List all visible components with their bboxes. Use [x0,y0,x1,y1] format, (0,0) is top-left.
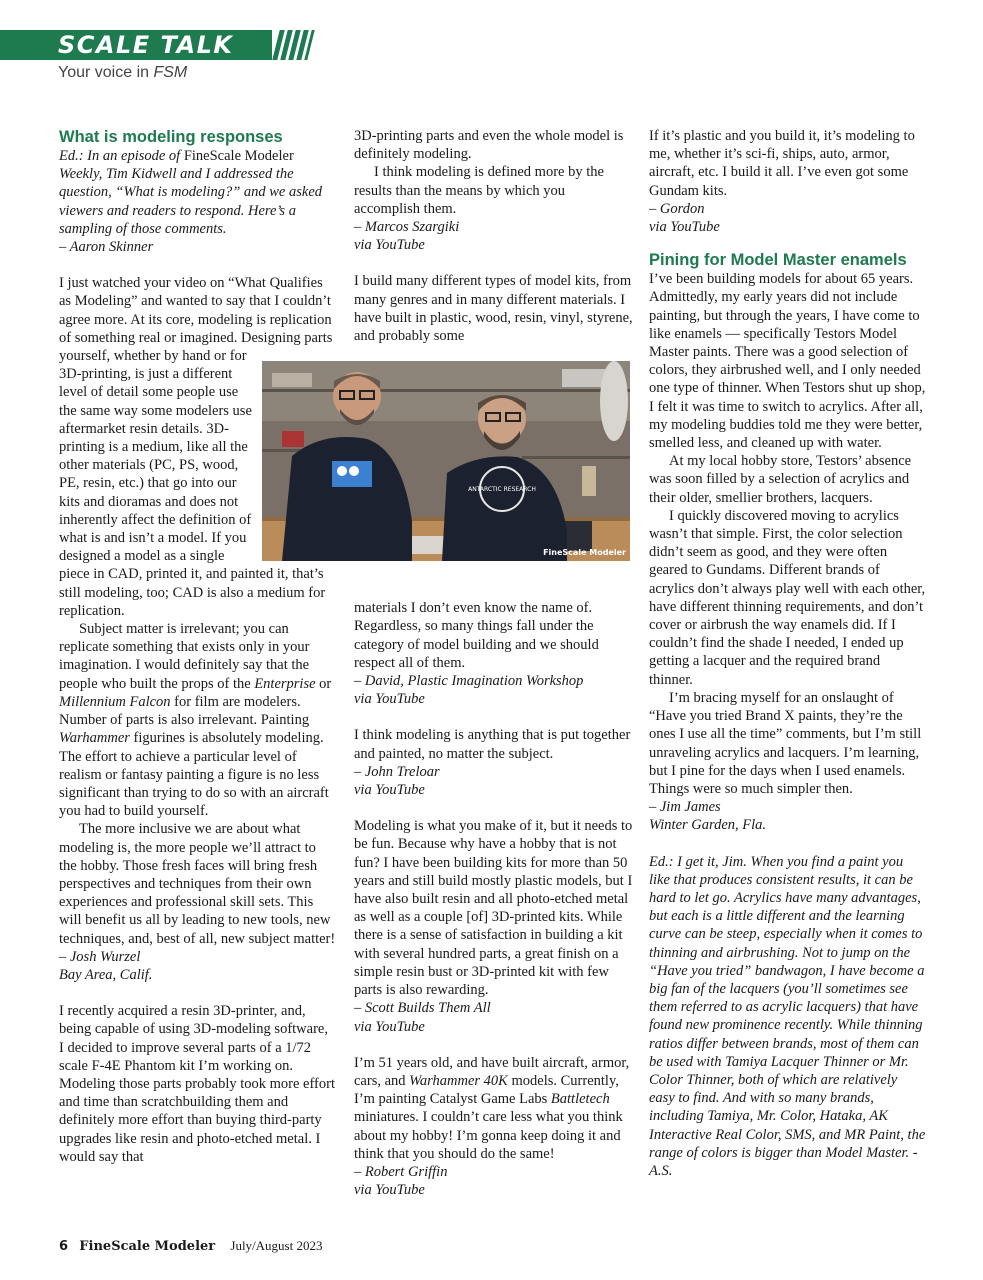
letter-paragraph: I build many different types of model kits, from many genres and in many different materials. I have built in plastic, wood, resin, vinyl, styrene, and probably some [354,273,633,345]
letter-signature: – Scott Builds Them All [354,1000,491,1017]
letter-location: via YouTube [649,219,720,236]
letter-paragraph: If it’s plastic and you build it, it’s modeling to me, whether it’s sci-fi, ships, auto, armor, aircraft, etc. I build it all. I’ve even got some Gundam kits. [649,128,915,199]
column-middle [354,127,633,1199]
photo-illustration [262,361,630,561]
column-left [59,127,336,1166]
letter-signature: – David, Plastic Imagination Workshop [354,673,584,690]
letter-paragraph: materials I don’t even know the name of. Regardless, so many things fall under the category of model building and we should respect all of them. [354,600,599,671]
letter-location: via YouTube [354,1018,425,1035]
subtitle-magazine: FSM [153,64,188,81]
letter-signature: – Josh Wurzel [59,948,141,965]
letter-paragraph: Modeling is what you make of it, but it needs to be fun. Because why have a hobby that is not fun? I have been building kits for more than 50 years and still build mostly plastic models, but I have also built resin and all photo-etched metal as well as a couple [of] 3D-printed kits. While there is a sense of satisfaction in building a kit with several hundred parts, a great finish on a simple resin bust or 3D-printed kit with few parts is also rewarding. [354,818,633,999]
editor-signature: – Aaron Skinner [59,239,154,256]
tshirt-text: ANTARCTIC RESEARCH [468,486,536,493]
letter-paragraph: I just watched your video on “What Qualifies as Modeling” and wanted to say that I couldn’t agree more. At its core, modeling is replication of something real or imagined. Designing parts yourself, whether by hand or for 3D-printing, is just a different level of detail some people use the same way some modelers use aftermarket resin details. 3D-printing is a medium, like all the other materials (PC, PS, wood, PE, resin, etc.) that go into our kits and dioramas and does not inherently affect the definition of what is and isn’t a model. If you designed a model as a single piece in CAD, printed it, and painted it, that’s still modeling, too; CAD is also a medium for replication. [59,275,333,619]
letter-signature: – Jim James [649,799,721,816]
letter-location: via YouTube [354,691,425,708]
letter-paragraph: At my local hobby store, Testors’ absence was soon filled by a selection of acrylics and their older, smellier brothers, lacquers. [649,453,912,506]
page-footer [59,1238,322,1254]
section-title: SCALE TALK [58,31,234,59]
letter-paragraph: The more inclusive we are about what modeling is, the more people we’ll attract to the hobby. Those fresh faces will bring fresh perspectives and techniques from their own experiences and professional skill sets. This will benefit us all by leading to new tools, new techniques, and, best of all, new subject matter! [59,821,336,947]
letter-paragraph: I’ve been building models for about 65 years. Admittedly, my early years did not include painting, but through the years, I have come to like enamels — specifically Testors Model Master paints. There was a good selection of colors, they airbrushed well, and I only needed one type of thinner. When Testors shut up shop, I felt it was time to switch to acrylics. After all, my modeling buddies told me they were better, smelled less, and cleaned up with water. [649,271,926,452]
letter-location: via YouTube [354,1182,425,1199]
page-number: 6 [59,1239,69,1254]
letter-signature: – Gordon [649,200,705,217]
letter-paragraph: I quickly discovered moving to acrylics wasn’t that simple. First, the color selection didn’t seem as good, and they were often geared to Gundams. Different brands of acrylics don’t always play well with each other, have different thinning requirements, and don’t cover or airbrush the way enamels did. If I couldn’t find the shade I needed, I ended up getting a lacquer and the required brand thinner. [649,507,926,688]
article-heading: What is modeling responses [59,128,283,146]
column-right [649,127,926,1180]
letter-signature: – Marcos Szargiki [354,219,460,236]
letter-signature: – Robert Griffin [354,1163,448,1180]
hosts-photo [262,361,630,561]
letter-paragraph: 3D-printing parts and even the whole model is definitely modeling. [354,128,624,163]
letter-paragraph: I think modeling is anything that is put together and painted, no matter the subject. [354,727,631,762]
letter-signature: – John Treloar [354,763,440,780]
letter-paragraph: I recently acquired a resin 3D-printer, and, being capable of using 3D-modeling software, I decided to improve several parts of a 1/72 scale F-4E Phantom kit I’m working on. Modeling those parts probably took more effort and time than scratchbuilding them and definitely more effort than buying third-party upgrades like resin and photo-etched metal. I would say that [59,1003,335,1165]
letter-paragraph: Subject matter is irrelevant; you can replicate something that exists only in your imagination. I would definitely say that the people who built the props of the Enterprise or Millennium Falcon for film are modelers. Number of parts is also irrelevant. Painting Warhammer figurines is absolutely modeling. The effort to achieve a particular level of realism or fantasy painting a figure is no less significant than trying to do so with an aircraft you had to build yourself. [59,621,332,820]
letter-paragraph: I’m bracing myself for an onslaught of “Have you tried Brand X paints, they’re the ones I use all the time” comments, but I’m still unraveling acrylics and lacquers. I’m learning, but I pine for the days when I used enamels. Things were so much simpler then. [649,689,922,797]
letter-paragraph: I think modeling is defined more by the results than the means by which you accomplish them. [354,164,604,217]
letter-location: Winter Garden, Fla. [649,817,767,834]
magazine-name: FineScale Modeler [79,1239,216,1254]
article-heading: Pining for Model Master enamels [649,251,907,270]
letter-location: via YouTube [354,237,425,254]
issue-date: July/August 2023 [230,1238,323,1253]
section-subtitle: Your voice in FSM [58,64,188,81]
editor-intro: Ed.: In an episode of FineScale Modeler Weekly, Tim Kidwell and I addressed the question, “What is modeling?” and we asked viewers and readers to respond. Here’s a sampling of those comments. [59,148,323,237]
letter-paragraph: I’m 51 years old, and have built aircraft, armor, cars, and Warhammer 40K models. Currently, I’m painting Catalyst Game Labs Battletech miniatures. I couldn’t care less what you think about my hobby! I’m gonna keep doing it and think that you should do the same! [354,1054,630,1162]
letter-location: Bay Area, Calif. [59,966,153,983]
editor-reply: Ed.: I get it, Jim. When you find a paint you like that produces consistent results, it can be hard to let go. Acrylics have many advantages, but each is a little different and the learning curve can be steep, especially when it comes to thinning and airbrushing. Not to jump on the “Have you tried” bandwagon, I have become a big fan of the lacquers (you’ll sometimes see them referred to as acrylic lacquers) that have found new prominence recently. While thinning ratios differ between brands, most of them can be used with Tamiya Lacquer Thinner or Mr. Color Thinner, both of which are relatively easy to find. And with so many brands, including Tamiya, Mr. Color, Hataka, AK Interactive Real Color, SMS, and MR Paint, the range of colors is bigger than Model Master. - A.S. [649,853,926,1179]
letter-location: via YouTube [354,782,425,799]
photo-watermark: FineScale Modeler [543,548,626,557]
